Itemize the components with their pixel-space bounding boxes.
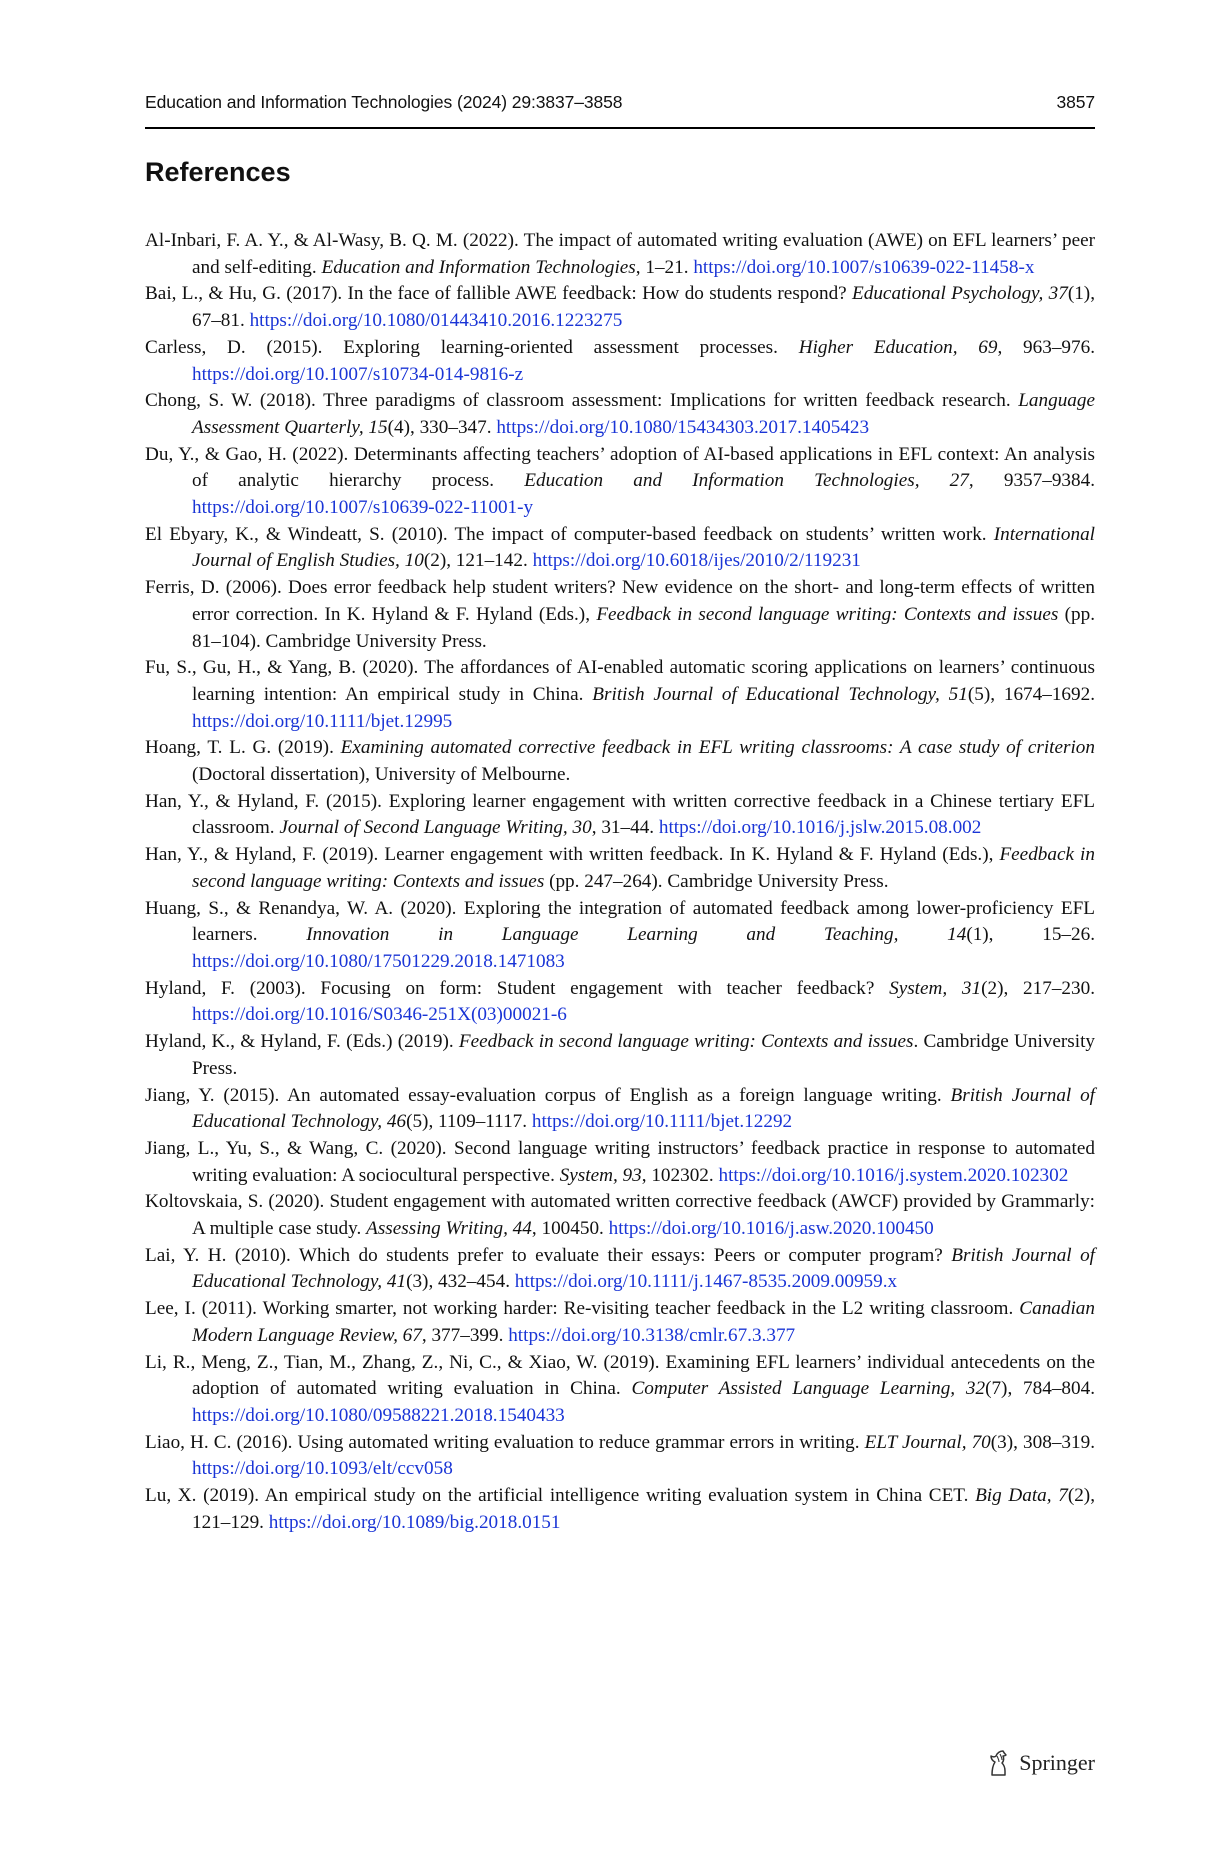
page-number: 3857: [1056, 92, 1095, 112]
reference-details: (2), 121–129.: [192, 1485, 1095, 1533]
reference-text: Han, Y., & Hyland, F. (2015). Exploring learner engagement with written corrective feedback in a Chinese tertiary EFL classroom.: [145, 790, 1095, 839]
reference-source: Computer Assisted Language Learning, 32: [631, 1378, 986, 1400]
header-rule: [145, 127, 1095, 129]
reference-text: Chong, S. W. (2018). Three paradigms of classroom assessment: Implications for written feedback research.: [145, 390, 1019, 412]
reference-details: , 1–21.: [635, 256, 694, 278]
reference-source: Canadian Modern Language Review, 67: [192, 1298, 1095, 1346]
reference-entry: [145, 1350, 1095, 1430]
reference-source: Innovation in Language Learning and Teaching, 14: [306, 924, 967, 946]
reference-details: , 963–976.: [997, 336, 1095, 358]
reference-source: Assessing Writing, 44: [366, 1218, 532, 1240]
reference-details: (1), 67–81.: [192, 283, 1095, 332]
reference-text: Hoang, T. L. G. (2019).: [145, 737, 341, 759]
reference-details: , 377–399.: [421, 1324, 509, 1346]
reference-details: , 102302.: [641, 1164, 719, 1186]
doi-link[interactable]: https://doi.org/10.1016/S0346-251X(03)00021-6: [192, 1004, 567, 1026]
doi-link[interactable]: https://doi.org/10.1080/01443410.2016.1223275: [249, 310, 623, 332]
reference-text: Lai, Y. H. (2010). Which do students prefer to evaluate their essays: Peers or computer program?: [145, 1244, 952, 1266]
reference-source: System, 31: [889, 977, 982, 999]
doi-link[interactable]: https://doi.org/10.1093/elt/ccv058: [192, 1458, 453, 1480]
reference-text: Jiang, Y. (2015). An automated essay-evaluation corpus of English as a foreign language writing.: [145, 1084, 951, 1106]
reference-text: Hyland, K., & Hyland, F. (Eds.) (2019).: [145, 1031, 459, 1053]
reference-text: Koltovskaia, S. (2020). Student engagement with automated written corrective feedback (AWCF) provided by Grammarly: A multiple case study.: [145, 1191, 1095, 1240]
reference-entry: [145, 1136, 1095, 1189]
reference-entry: [145, 842, 1095, 895]
doi-link[interactable]: https://doi.org/10.1007/s10734-014-9816-z: [192, 363, 524, 385]
reference-details: (3), 308–319.: [990, 1431, 1095, 1453]
doi-link[interactable]: https://doi.org/10.1007/s10639-022-11001-y: [192, 497, 534, 519]
reference-text: Bai, L., & Hu, G. (2017). In the face of fallible AWE feedback: How do students respond?: [145, 283, 853, 305]
reference-text: Liao, H. C. (2016). Using automated writing evaluation to reduce grammar errors in writing.: [145, 1431, 865, 1453]
reference-details: , 31–44.: [591, 817, 659, 839]
reference-source: Journal of Second Language Writing, 30: [279, 817, 592, 839]
journal-citation: Education and Information Technologies (2024) 29:3837–3858: [145, 92, 623, 112]
reference-text: Lee, I. (2011). Working smarter, not working harder: Re-visiting teacher feedback in the L2 writing classroom.: [145, 1298, 1020, 1320]
reference-text: Jiang, L., Yu, S., & Wang, C. (2020). Second language writing instructors’ feedback practice in response to automated writing evaluation: A sociocultural perspective.: [145, 1137, 1095, 1186]
doi-link[interactable]: https://doi.org/10.3138/cmlr.67.3.377: [508, 1324, 796, 1346]
doi-link[interactable]: https://doi.org/10.1111/bjet.12292: [531, 1111, 793, 1133]
reference-text: Carless, D. (2015). Exploring learning-oriented assessment processes.: [145, 336, 799, 358]
reference-entry: [145, 976, 1095, 1029]
reference-entry: [145, 1189, 1095, 1242]
reference-details: (pp. 81–104). Cambridge University Press.: [192, 603, 1096, 652]
doi-link[interactable]: https://doi.org/10.1016/j.asw.2020.100450: [608, 1218, 934, 1240]
reference-source: British Journal of Educational Technology, 51: [592, 683, 968, 705]
doi-link[interactable]: https://doi.org/10.1080/15434303.2017.1405423: [496, 416, 870, 438]
reference-details: (pp. 247–264). Cambridge University Press.: [544, 870, 889, 892]
reference-entry: [145, 1430, 1095, 1483]
reference-entry: [145, 228, 1095, 281]
reference-entry: [145, 1029, 1095, 1082]
reference-details: (4), 330–347.: [387, 416, 497, 438]
reference-text: Hyland, F. (2003). Focusing on form: Student engagement with teacher feedback?: [145, 977, 890, 999]
doi-link[interactable]: https://doi.org/10.1080/17501229.2018.1471083: [192, 950, 565, 972]
reference-text: Han, Y., & Hyland, F. (2019). Learner engagement with written feedback. In K. Hyland & F. Hyland (Eds.),: [145, 844, 1000, 866]
reference-details: , 100450.: [531, 1218, 609, 1240]
reference-entry: [145, 335, 1095, 388]
reference-entry: [145, 281, 1095, 334]
reference-entry: [145, 442, 1095, 522]
doi-link[interactable]: https://doi.org/10.6018/ijes/2010/2/119231: [532, 550, 861, 572]
reference-source: Educational Psychology, 37: [852, 283, 1068, 305]
reference-entry: [145, 1483, 1095, 1536]
reference-details: (7), 784–804.: [985, 1378, 1095, 1400]
reference-entry: [145, 522, 1095, 575]
reference-details: (3), 432–454.: [406, 1271, 515, 1293]
doi-link[interactable]: https://doi.org/10.1111/j.1467-8535.2009.00959.x: [514, 1271, 898, 1293]
doi-link[interactable]: https://doi.org/10.1080/09588221.2018.1540433: [192, 1404, 565, 1426]
reference-text: Lu, X. (2019). An empirical study on the artificial intelligence writing evaluation system in China CET.: [145, 1485, 976, 1507]
reference-source: British Journal of Educational Technology, 46: [192, 1084, 1096, 1133]
publisher-name: Springer: [1019, 1750, 1095, 1775]
springer-horse-icon: [986, 1749, 1010, 1777]
reference-source: Education and Information Technologies: [321, 256, 636, 278]
reference-source: ELT Journal, 70: [864, 1431, 991, 1453]
reference-entry: [145, 1083, 1095, 1136]
reference-source: Feedback in second language writing: Contexts and issues: [192, 844, 1095, 892]
reference-source: Feedback in second language writing: Contexts and issues: [596, 603, 1059, 625]
reference-entry: [145, 1296, 1095, 1349]
reference-details: (Doctoral dissertation), University of Melbourne.: [192, 764, 571, 786]
reference-text: Ferris, D. (2006). Does error feedback help student writers? New evidence on the short- and long-term effects of written error correction. In K. Hyland & F. Hyland (Eds.),: [145, 577, 1095, 625]
reference-entry: [145, 896, 1095, 976]
reference-entry: [145, 735, 1095, 788]
doi-link[interactable]: https://doi.org/10.1016/j.system.2020.102302: [718, 1164, 1069, 1186]
reference-source: Education and Information Technologies, 27: [524, 470, 969, 492]
reference-details: (5), 1674–1692.: [967, 683, 1095, 705]
reference-source: Higher Education, 69: [798, 336, 998, 358]
doi-link[interactable]: https://doi.org/10.1089/big.2018.0151: [268, 1511, 561, 1533]
reference-details: (1), 15–26.: [966, 924, 1095, 946]
reference-entry: [145, 1243, 1095, 1296]
reference-entry: [145, 655, 1095, 735]
doi-link[interactable]: https://doi.org/10.1007/s10639-022-11458-x: [693, 256, 1035, 278]
reference-source: International Journal of English Studies, 10: [192, 523, 1095, 572]
reference-source: Big Data, 7: [975, 1485, 1068, 1507]
reference-source: Language Assessment Quarterly, 15: [192, 390, 1095, 438]
reference-entry: [145, 789, 1095, 842]
reference-source: Examining automated corrective feedback in EFL writing classrooms: A case study of criterion: [340, 737, 1095, 759]
reference-details: , 9357–9384.: [968, 470, 1095, 492]
section-title: References: [145, 157, 291, 187]
reference-details: . Cambridge University Press.: [192, 1031, 1096, 1079]
reference-details: (5), 1109–1117.: [406, 1111, 532, 1133]
publisher-logo: [986, 1749, 1095, 1777]
reference-details: (2), 121–142.: [423, 550, 533, 572]
reference-list: [145, 228, 1095, 1536]
reference-text: Al-Inbari, F. A. Y., & Al-Wasy, B. Q. M. (2022). The impact of automated writing evaluation (AWE) on EFL learners’ peer and self-editing.: [145, 230, 1095, 278]
reference-entry: [145, 575, 1095, 655]
reference-text: Huang, S., & Renandya, W. A. (2020). Exploring the integration of automated feedback among lower-proficiency EFL learners.: [145, 897, 1095, 946]
reference-text: Du, Y., & Gao, H. (2022). Determinants affecting teachers’ adoption of AI-based applications in EFL context: An analysis of analytic hierarchy process.: [145, 443, 1095, 492]
reference-text: Fu, S., Gu, H., & Yang, B. (2020). The affordances of AI-enabled automatic scoring applications on learners’ continuous learning intention: An empirical study in China.: [145, 657, 1095, 705]
reference-entry: [145, 388, 1095, 441]
doi-link[interactable]: https://doi.org/10.1016/j.jslw.2015.08.002: [658, 817, 982, 839]
reference-source: Feedback in second language writing: Contexts and issues: [458, 1031, 914, 1053]
reference-text: El Ebyary, K., & Windeatt, S. (2010). The impact of computer-based feedback on students’ written work.: [145, 523, 994, 545]
reference-text: Li, R., Meng, Z., Tian, M., Zhang, Z., Ni, C., & Xiao, W. (2019). Examining EFL learners’ individual antecedents on the adoption of automated writing evaluation in China.: [145, 1351, 1095, 1400]
reference-source: British Journal of Educational Technology, 41: [192, 1244, 1095, 1293]
reference-details: (2), 217–230.: [981, 977, 1095, 999]
doi-link[interactable]: https://doi.org/10.1111/bjet.12995: [192, 710, 453, 732]
reference-source: System, 93: [559, 1164, 642, 1186]
